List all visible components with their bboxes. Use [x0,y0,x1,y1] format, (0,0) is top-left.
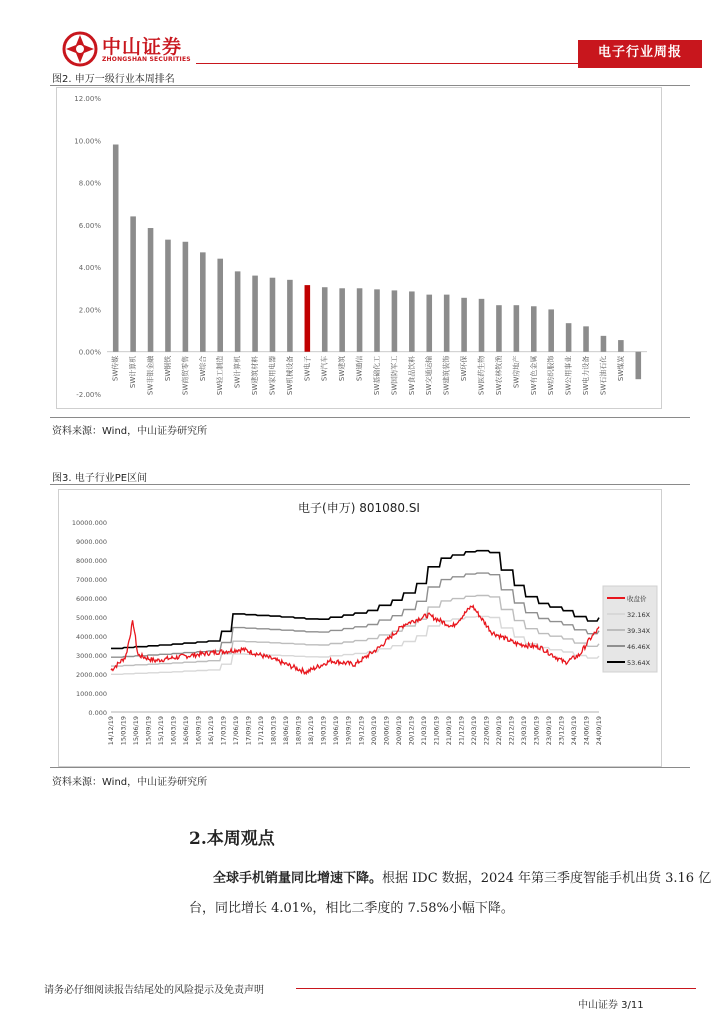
bar-category-label: SW纺织服饰 [547,355,556,396]
pe-x-tick-label: 15/09/19 [144,716,153,746]
figure2-bottom-rule [50,417,690,418]
bar-category-label: SW汽车 [320,355,329,382]
bar-category-label: SW农林牧渔 [494,355,503,396]
bar-category-label: SW石油石化 [599,355,608,396]
figure2-source: 资料来源：Wind，中山证券研究所 [52,426,208,437]
pe-x-tick-label: 22/12/19 [507,716,516,746]
pe-x-tick-label: 20/09/19 [394,716,403,746]
pe-y-tick-label: 1000.000 [75,690,107,698]
pe-x-tick-label: 19/06/19 [332,716,341,746]
bar-category-label: SW食品饮料 [407,355,416,396]
bar [113,145,119,352]
pe-x-tick-label: 16/06/19 [182,716,191,746]
header-rule-right [578,66,702,68]
bar-category-label: SW公用事业 [564,355,573,396]
bar-y-tick-label: 8.00% [78,179,101,188]
bar-y-tick-label: 6.00% [78,221,101,230]
figure2-chart [56,87,662,409]
bar [305,285,311,352]
bar-category-label: SW综合 [198,355,207,382]
bar [496,305,502,352]
pe-x-tick-label: 22/09/19 [494,716,503,746]
bar-category-label: SW基础化工 [373,355,381,396]
report-type-tag: 电子行业周报 [578,40,702,66]
figure2-caption: 图2. 申万一级行业本周排名 [52,74,175,85]
bar [322,287,328,351]
pe-x-tick-label: 23/09/19 [544,716,553,746]
bar-category-label: SW煤炭 [616,355,625,382]
bar [374,289,380,351]
pe-x-tick-label: 22/03/19 [469,716,478,746]
logo-mark-icon [62,31,98,67]
pe-x-tick-label: 24/06/19 [582,716,591,746]
pe-y-tick-label: 7000.000 [75,576,107,584]
brand-logo [62,30,194,68]
pe-y-tick-label: 6000.000 [75,595,107,603]
pe-y-tick-label: 9000.000 [75,538,107,546]
section-lead: 全球手机销量同比增速下降。 [213,871,383,886]
bar-category-label: SW交通运输 [425,355,434,396]
bar [270,278,276,352]
pe-y-tick-label: 2000.000 [75,671,107,679]
pe-x-tick-label: 17/03/19 [219,716,228,746]
pe-band-line [111,551,599,649]
bar-y-tick-label: 10.00% [74,137,101,146]
pe-legend [603,586,657,672]
pe-x-tick-label: 18/06/19 [282,716,291,746]
pe-x-tick-label: 19/09/19 [344,716,353,746]
bar [148,228,154,352]
pe-x-tick-label: 23/12/19 [557,716,566,746]
pe-x-tick-label: 14/12/19 [107,716,115,746]
pe-x-tick-label: 22/06/19 [482,716,491,746]
bar-category-label: SW电子 [303,355,312,382]
pe-x-tick-label: 17/12/19 [257,716,266,746]
pe-y-tick-label: 3000.000 [75,652,107,660]
pe-x-tick-label: 20/12/19 [407,716,416,746]
section-paragraph [189,864,712,924]
pe-x-tick-label: 19/12/19 [357,716,366,746]
pe-x-tick-label: 16/12/19 [207,716,216,746]
pe-x-tick-label: 15/12/19 [157,716,166,746]
pe-x-tick-label: 21/09/19 [444,716,453,746]
bar [287,280,293,352]
bar [479,299,485,352]
pe-x-tick-label: 15/03/19 [119,716,128,746]
bar-category-label: SW机械设备 [285,355,294,396]
bar-category-label: SW有色金属 [529,355,538,396]
pe-legend-label: 46.46X [627,643,651,651]
pe-legend-label: 53.64X [627,659,651,667]
brand-name-cn: 中山证券 [102,36,183,58]
footer-disclaimer: 请务必仔细阅读报告结尾处的风险提示及免责声明 [44,985,264,996]
bar-category-label: SW计算机 [129,355,138,389]
pe-x-tick-label: 20/06/19 [382,716,391,746]
bar-category-label: SW电力设备 [582,355,591,396]
pe-x-tick-label: 16/03/19 [169,716,178,746]
bar [583,326,589,351]
bar-y-tick-label: -2.00% [76,391,101,399]
pe-x-tick-label: 21/06/19 [432,716,441,746]
bar [444,295,450,352]
figure2-top-rule [50,85,690,86]
pe-x-tick-label: 18/03/19 [269,716,278,746]
pe-x-tick-label: 24/03/19 [569,716,578,746]
pe-x-tick-label: 20/03/19 [369,716,378,746]
pe-x-tick-label: 19/03/19 [319,716,328,746]
bar-y-tick-label: 2.00% [78,306,101,315]
bar-category-label: SW计算机 [233,355,242,389]
pe-y-tick-label: 5000.000 [75,614,107,622]
bar [548,309,554,351]
brand-name-en: ZHONGSHAN SECURITIES [102,56,191,63]
bar-category-label: SW家用电器 [268,355,277,396]
pe-close-price-line [111,606,599,674]
bar [183,242,189,352]
pe-chart-title: 电子(申万) 801080.SI [298,501,420,515]
header-rule [196,63,578,64]
bar-category-label: SW通信 [355,355,364,382]
bar [392,290,398,351]
bar-category-label: SW建筑材料 [251,355,260,396]
bar [357,288,363,351]
bar [461,298,467,352]
pe-y-tick-label: 0.000 [88,709,107,717]
bar-category-label: SW传媒 [111,355,120,382]
figure3-bottom-rule [50,767,690,768]
pe-x-tick-label: 18/09/19 [294,716,303,746]
pe-x-tick-label: 17/09/19 [244,716,253,746]
bar-category-label: SW医药生物 [477,355,486,396]
pe-x-tick-label: 15/06/19 [132,716,141,746]
bar [531,306,537,351]
bar-category-label: SW建筑 [338,355,347,382]
bar-category-label: SW钢铁 [163,355,172,382]
bar [601,336,607,352]
bar [252,276,258,352]
bar [217,259,223,352]
bar [514,305,520,352]
section-body-line2: 台，同比增长 4.01%，相比二季度的 7.58%小幅下降。 [189,901,514,916]
bar-category-label: SW商贸零售 [181,355,190,396]
figure3-caption: 图3. 电子行业PE区间 [52,473,148,484]
bar [636,352,642,379]
figure3-source: 资料来源：Wind，中山证券研究所 [52,777,208,788]
bar [426,295,432,352]
bar [130,216,136,351]
bar-category-label: SW非银金融 [146,355,155,396]
footer-rule [296,988,696,989]
pe-x-tick-label: 24/09/19 [595,716,603,746]
pe-y-tick-label: 8000.000 [75,557,107,565]
figure2-bar-chart [57,88,661,408]
pe-y-tick-label: 10000.000 [71,519,107,527]
footer-page: 中山证券 3/11 [578,1000,644,1011]
bar-category-label: SW国防军工 [390,355,399,396]
pe-legend-label: 收盘价 [627,595,647,603]
bar-category-label: SW环保 [460,355,469,382]
pe-x-tick-label: 17/06/19 [232,716,241,746]
pe-x-tick-label: 21/03/19 [419,716,428,746]
bar-category-label: SW轻工制造 [216,355,225,396]
section-title: 2.本周观点 [189,829,275,849]
bar [339,288,345,351]
bar-y-tick-label: 0.00% [78,348,101,357]
bar [235,271,241,351]
bar [566,323,572,352]
bar-y-tick-label: 4.00% [78,264,101,273]
figure3-top-rule [50,484,690,485]
pe-x-tick-label: 21/12/19 [457,716,466,746]
bar-category-label: SW建筑装饰 [442,355,451,396]
pe-x-tick-label: 16/09/19 [194,716,203,746]
bar [165,240,171,352]
pe-x-tick-label: 23/06/19 [532,716,541,746]
bar-category-label: SW房地产 [512,355,521,389]
pe-x-tick-label: 23/03/19 [519,716,528,746]
pe-legend-label: 32.16X [627,611,651,619]
figure3-chart [58,489,662,767]
bar [618,340,624,352]
pe-legend-label: 39.34X [627,627,651,635]
bar [200,252,206,351]
pe-x-tick-label: 18/12/19 [307,716,316,746]
section-body-line1: 根据 IDC 数据，2024 年第三季度智能手机出货 3.16 亿 [382,871,712,886]
bar [409,291,415,351]
figure3-line-chart [59,490,661,766]
pe-y-tick-label: 4000.000 [75,633,107,641]
bar-y-tick-label: 12.00% [74,95,101,103]
